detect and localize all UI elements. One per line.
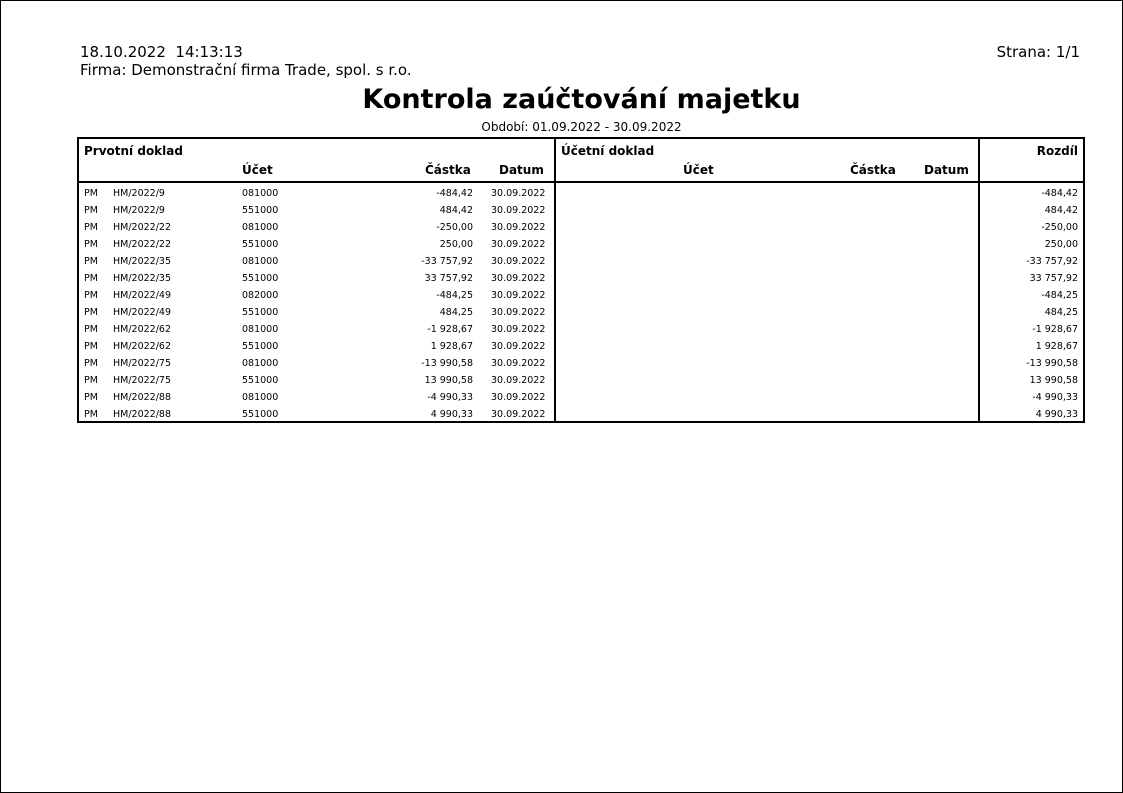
- col-header-primary-account: Účet: [242, 163, 273, 177]
- cell-date: 30.09.2022: [491, 273, 546, 284]
- cell-amount: -484,25: [436, 290, 473, 301]
- cell-amount: -250,00: [436, 222, 473, 233]
- report-table: [77, 137, 1085, 423]
- page-number: Strana: 1/1: [996, 43, 1080, 61]
- cell-document: HM/2022/88: [113, 392, 172, 403]
- cell-account: 081000: [242, 222, 279, 233]
- cell-type: PM: [84, 409, 98, 420]
- cell-account: 081000: [242, 256, 279, 267]
- cell-type: PM: [84, 341, 98, 352]
- cell-difference: 484,25: [1044, 307, 1078, 318]
- col-header-accounting-account: Účet: [683, 163, 714, 177]
- cell-document: HM/2022/75: [113, 358, 172, 369]
- cell-type: PM: [84, 392, 98, 403]
- table-row: [79, 304, 1083, 321]
- cell-amount: 13 990,58: [424, 375, 473, 386]
- cell-document: HM/2022/75: [113, 375, 172, 386]
- cell-date: 30.09.2022: [491, 188, 546, 199]
- cell-date: 30.09.2022: [491, 239, 546, 250]
- cell-type: PM: [84, 375, 98, 386]
- cell-account: 551000: [242, 307, 279, 318]
- cell-account: 551000: [242, 375, 279, 386]
- cell-date: 30.09.2022: [491, 256, 546, 267]
- table-row: [79, 236, 1083, 253]
- cell-type: PM: [84, 188, 98, 199]
- cell-date: 30.09.2022: [491, 358, 546, 369]
- cell-document: HM/2022/35: [113, 256, 172, 267]
- cell-difference: -4 990,33: [1032, 392, 1078, 403]
- cell-document: HM/2022/9: [113, 205, 165, 216]
- cell-date: 30.09.2022: [491, 307, 546, 318]
- cell-type: PM: [84, 358, 98, 369]
- cell-difference: -484,25: [1041, 290, 1078, 301]
- table-row: [79, 406, 1083, 423]
- cell-difference: 13 990,58: [1029, 375, 1078, 386]
- cell-account: 081000: [242, 392, 279, 403]
- table-row: [79, 270, 1083, 287]
- cell-difference: -33 757,92: [1026, 256, 1078, 267]
- col-header-primary-date: Datum: [499, 163, 544, 177]
- table-body: [79, 185, 1083, 423]
- cell-difference: 4 990,33: [1035, 409, 1078, 420]
- cell-amount: -484,42: [436, 188, 473, 199]
- table-row: [79, 287, 1083, 304]
- cell-document: HM/2022/22: [113, 222, 172, 233]
- table-row: [79, 202, 1083, 219]
- cell-difference: -250,00: [1041, 222, 1078, 233]
- table-row: [79, 253, 1083, 270]
- cell-amount: -13 990,58: [421, 358, 473, 369]
- group-header-primary: Prvotní doklad: [84, 144, 183, 158]
- cell-date: 30.09.2022: [491, 290, 546, 301]
- cell-date: 30.09.2022: [491, 324, 546, 335]
- cell-date: 30.09.2022: [491, 409, 546, 420]
- cell-account: 082000: [242, 290, 279, 301]
- cell-amount: 1 928,67: [430, 341, 473, 352]
- cell-amount: -33 757,92: [421, 256, 473, 267]
- cell-difference: -13 990,58: [1026, 358, 1078, 369]
- cell-difference: 250,00: [1044, 239, 1078, 250]
- cell-type: PM: [84, 205, 98, 216]
- table-row: [79, 219, 1083, 236]
- cell-date: 30.09.2022: [491, 205, 546, 216]
- cell-document: HM/2022/88: [113, 409, 172, 420]
- cell-account: 551000: [242, 239, 279, 250]
- cell-account: 551000: [242, 205, 279, 216]
- cell-type: PM: [84, 256, 98, 267]
- cell-document: HM/2022/62: [113, 324, 172, 335]
- cell-document: HM/2022/35: [113, 273, 172, 284]
- cell-difference: 1 928,67: [1035, 341, 1078, 352]
- col-header-accounting-date: Datum: [924, 163, 969, 177]
- cell-amount: 484,42: [439, 205, 473, 216]
- company-name: Firma: Demonstrační firma Trade, spol. s r.o.: [80, 61, 412, 79]
- cell-account: 081000: [242, 324, 279, 335]
- cell-amount: -4 990,33: [427, 392, 473, 403]
- cell-difference: -1 928,67: [1032, 324, 1078, 335]
- cell-account: 081000: [242, 188, 279, 199]
- col-header-primary-amount: Částka: [425, 163, 471, 177]
- cell-date: 30.09.2022: [491, 375, 546, 386]
- cell-document: HM/2022/49: [113, 307, 172, 318]
- table-row: [79, 185, 1083, 202]
- cell-date: 30.09.2022: [491, 341, 546, 352]
- group-header-accounting: Účetní doklad: [561, 144, 655, 158]
- cell-amount: 484,25: [439, 307, 473, 318]
- cell-difference: -484,42: [1041, 188, 1078, 199]
- table-row: [79, 321, 1083, 338]
- cell-document: HM/2022/62: [113, 341, 172, 352]
- report-title: Kontrola zaúčtování majetku: [362, 84, 801, 115]
- cell-type: PM: [84, 273, 98, 284]
- cell-date: 30.09.2022: [491, 392, 546, 403]
- cell-document: HM/2022/49: [113, 290, 172, 301]
- cell-amount: 33 757,92: [424, 273, 473, 284]
- cell-difference: 484,42: [1044, 205, 1078, 216]
- cell-document: HM/2022/22: [113, 239, 172, 250]
- cell-amount: 250,00: [439, 239, 473, 250]
- cell-account: 551000: [242, 409, 279, 420]
- cell-amount: -1 928,67: [427, 324, 473, 335]
- table-row: [79, 372, 1083, 389]
- table-row: [79, 389, 1083, 406]
- cell-amount: 4 990,33: [430, 409, 473, 420]
- cell-document: HM/2022/9: [113, 188, 165, 199]
- table-row: [79, 338, 1083, 355]
- report-period: Období: 01.09.2022 - 30.09.2022: [481, 120, 682, 134]
- cell-date: 30.09.2022: [491, 222, 546, 233]
- header-divider: [79, 181, 1083, 183]
- cell-type: PM: [84, 290, 98, 301]
- cell-account: 551000: [242, 273, 279, 284]
- cell-difference: 33 757,92: [1029, 273, 1078, 284]
- cell-type: PM: [84, 222, 98, 233]
- cell-type: PM: [84, 239, 98, 250]
- group-header-difference: Rozdíl: [1036, 144, 1078, 158]
- cell-type: PM: [84, 324, 98, 335]
- cell-type: PM: [84, 307, 98, 318]
- cell-account: 551000: [242, 341, 279, 352]
- col-header-accounting-amount: Částka: [850, 163, 896, 177]
- cell-account: 081000: [242, 358, 279, 369]
- table-row: [79, 355, 1083, 372]
- print-datetime: 18.10.2022 14:13:13: [80, 43, 243, 61]
